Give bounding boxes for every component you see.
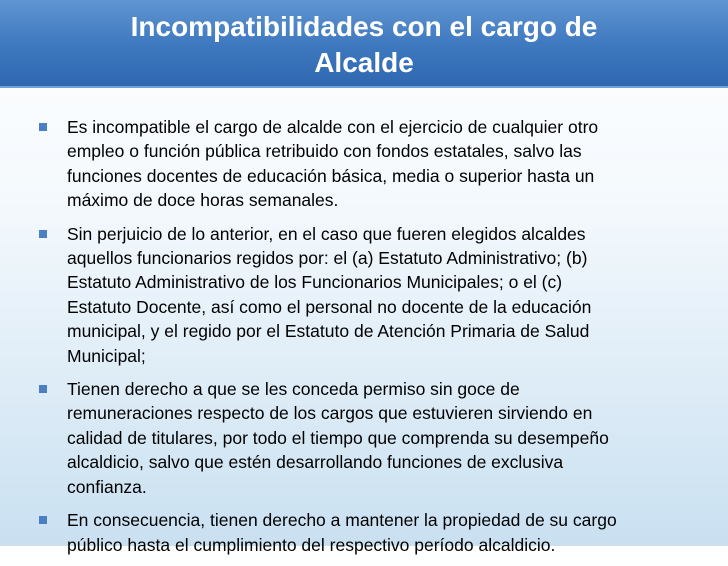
slide-title: Incompatibilidades con el cargo de Alcalde: [130, 11, 598, 78]
square-bullet-icon: [39, 385, 47, 393]
bullet-item: [0, 115, 728, 213]
title-bar: [0, 0, 728, 88]
square-bullet-icon: [39, 230, 47, 238]
bullet-text: Sin perjuicio de lo anterior, en el caso que fueren elegidos alcaldes aquellos funcionarios regidos por: el (a) Estatuto Administrativo; (b) Estatuto Administrativo de los Funcionarios Municipales; o el (c) Estatuto Docente, así como el personal no docente de la educación municipal, y el regido por el Estatuto de Atención Primaria de Salud Municipal;: [67, 223, 592, 366]
bullet-list: [0, 115, 728, 566]
bullet-text: Es incompatible el cargo de alcalde con el ejercicio de cualquier otro empleo o función pública retribuido con fondos estatales, salvo las funciones docentes de educación básica, media o superior hasta un máximo de doce horas semanales.: [67, 117, 599, 211]
square-bullet-icon: [39, 516, 47, 524]
square-bullet-icon: [39, 123, 47, 131]
bullet-text: Tienen derecho a que se les conceda permiso sin goce de remuneraciones respecto de los cargos que estuvieren sirviendo en calidad de titulares, por todo el tiempo que comprenda su desempeño alcaldicio, salvo que estén desarrollando funciones de exclusiva confianza.: [67, 379, 609, 497]
bullet-item: [0, 222, 728, 368]
bullet-text: En consecuencia, tienen derecho a mantener la propiedad de su cargo público hasta el cumplimiento del respectivo período alcaldicio.: [67, 510, 617, 555]
bullet-item: [0, 377, 728, 499]
bullet-item: [0, 508, 728, 557]
